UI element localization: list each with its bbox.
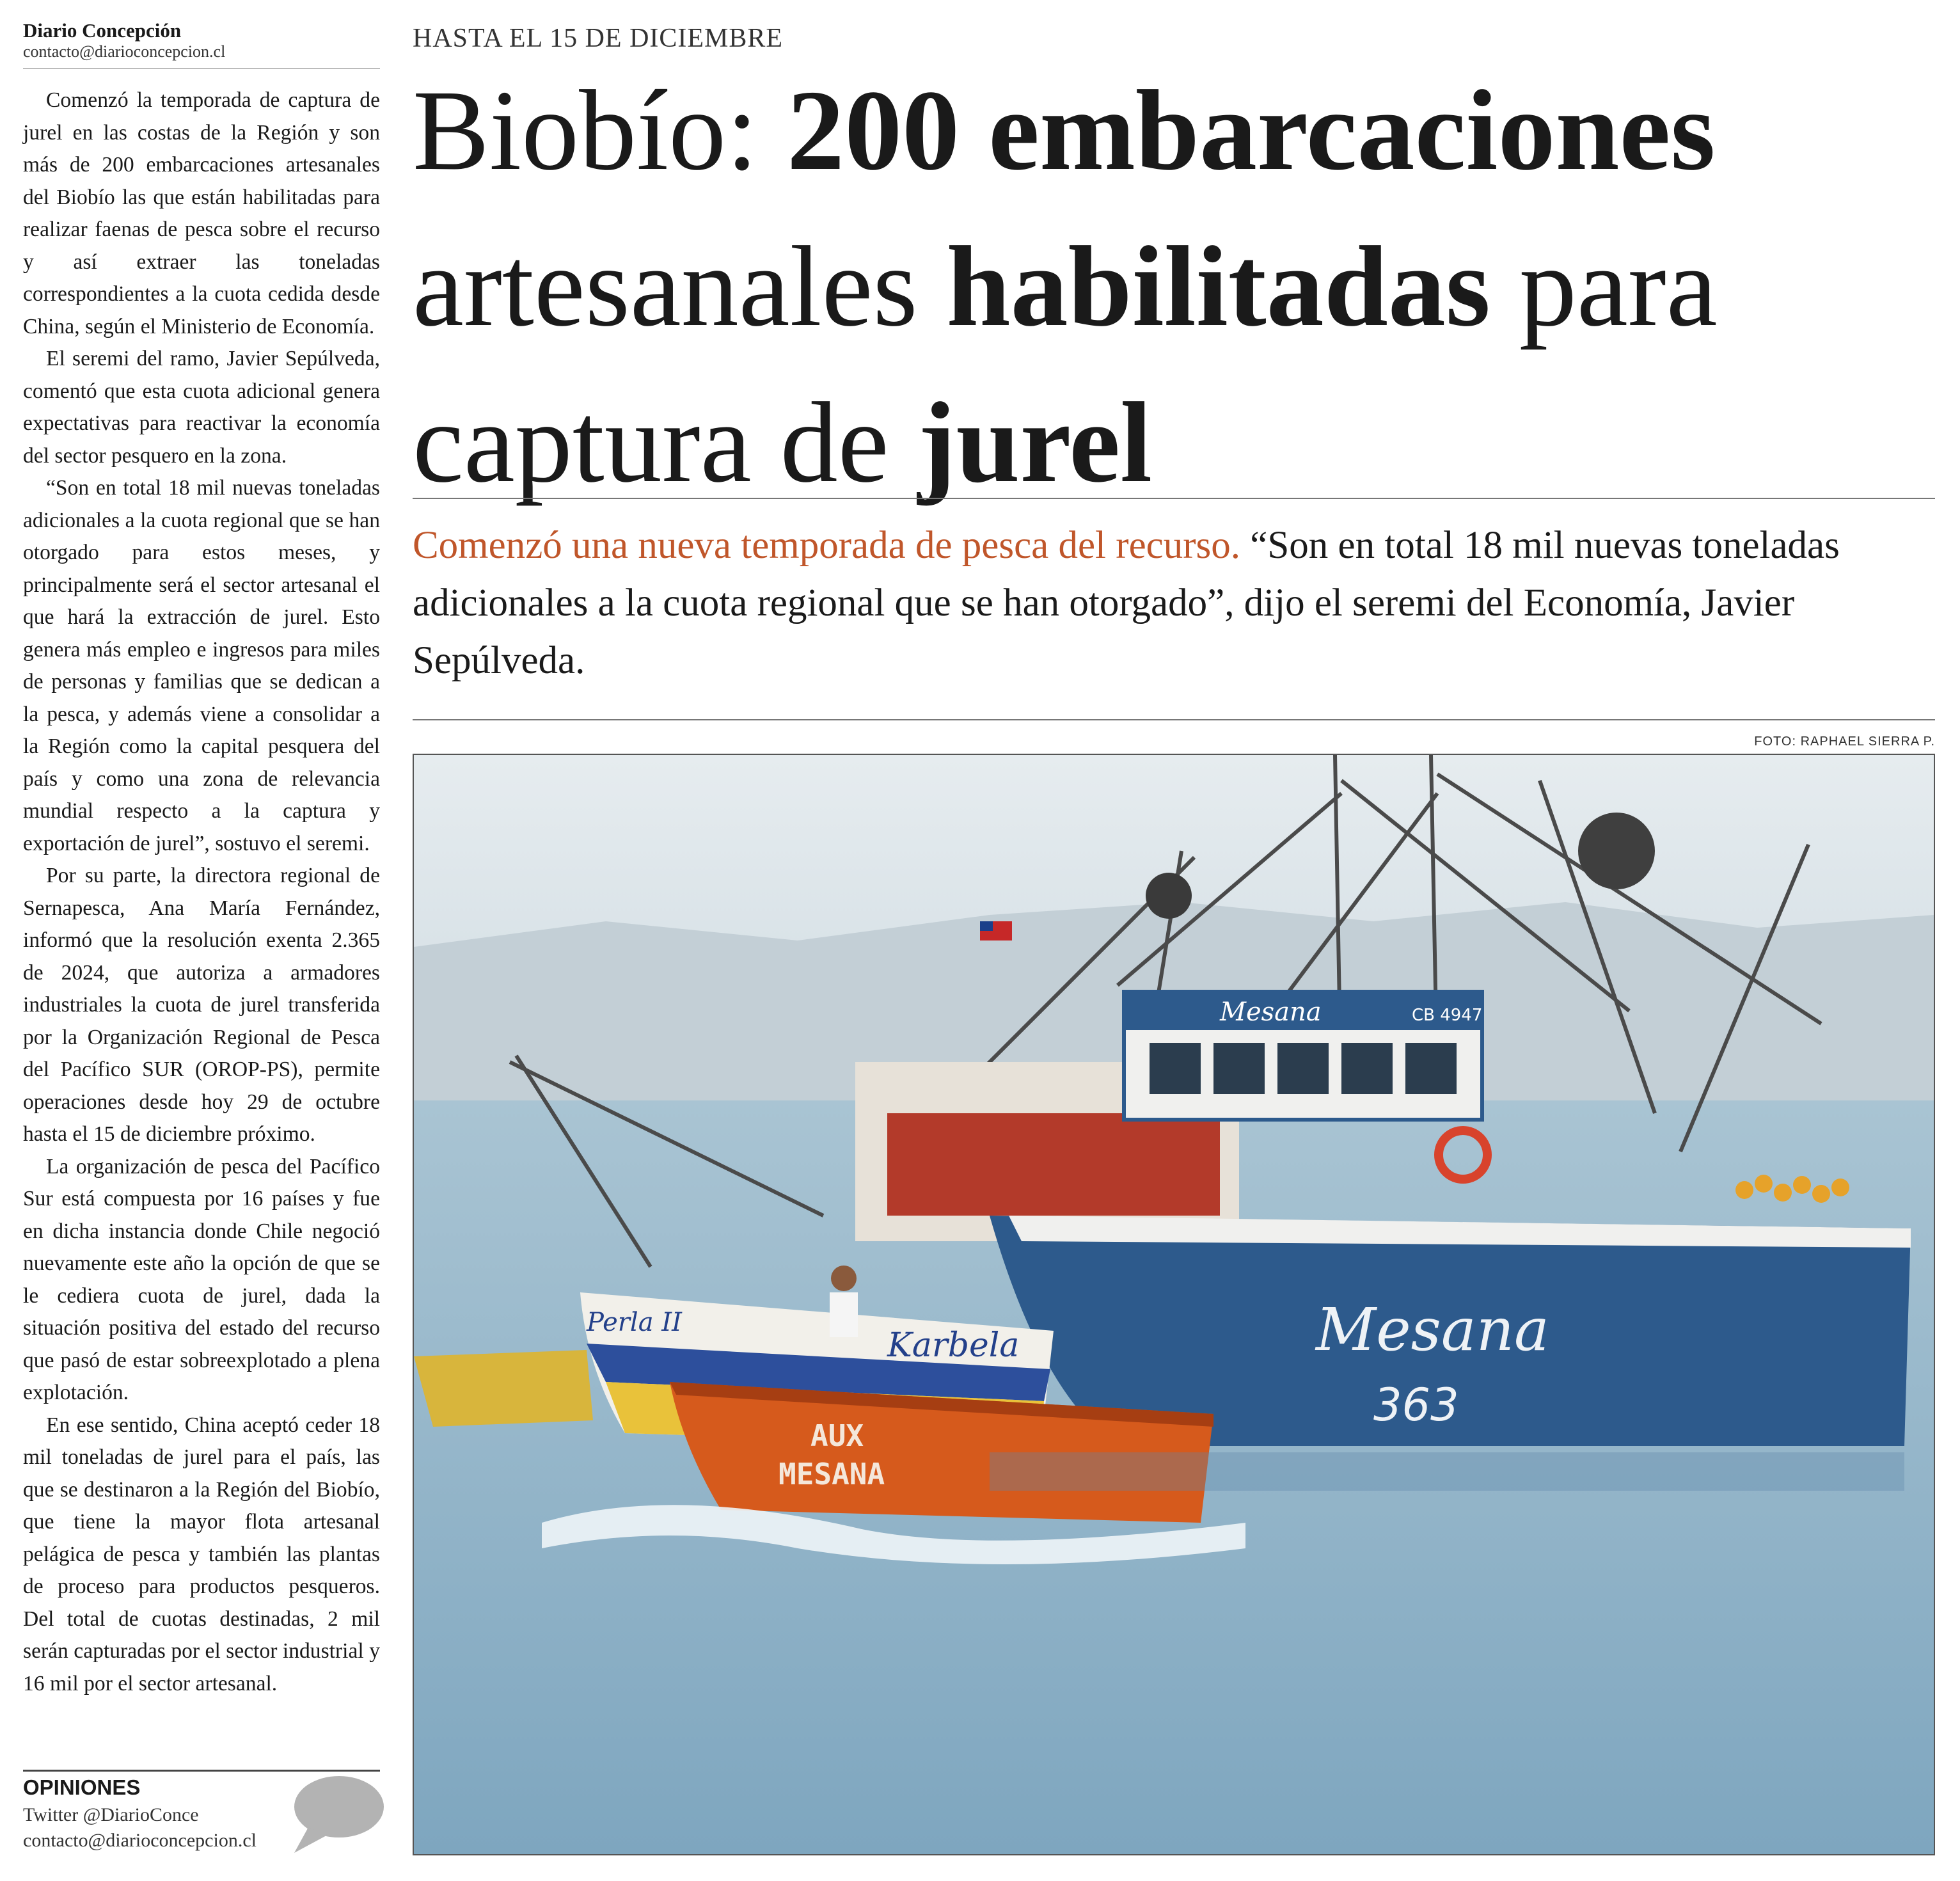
body-paragraph: El seremi del ramo, Javier Sepúlveda, comentó que esta cuota adicional genera expectativas para reactivar la economía del sector pesquero en la zona. xyxy=(23,347,380,468)
article-photo xyxy=(413,754,1935,1855)
body-paragraph: En ese sentido, China aceptó ceder 18 mil toneladas de jurel para el país, las que se destinaron a la Región del Biobío, que tiene la mayor flota artesanal pelágica de pesca y también las plantas de proceso para productos pesqueros. Del total de cuotas destinadas, 2 mil serán capturadas por el sector industrial y 16 mil por el sector artesanal. xyxy=(23,1413,380,1695)
fishing-boats-illustration xyxy=(414,755,1934,1854)
body-paragraph: La organización de pesca del Pacífico Sur está compuesta por 16 países y fue en dicha instancia donde Chile negoció nuevamente este año la opción de que se le cediera cuota de jurel, dada la situación positiva del estado del recurso que pasó de estar sobreexplotado a plena explotación. xyxy=(23,1154,380,1404)
summary-lead: Comenzó una nueva temporada de pesca del recurso. xyxy=(413,524,1241,567)
summary xyxy=(413,517,1935,690)
brand-divider xyxy=(23,68,380,69)
opiniones-email[interactable]: contacto@diarioconcepcion.cl xyxy=(23,1830,257,1851)
aux-line-2: MESANA xyxy=(778,1457,885,1491)
speech-bubble-icon xyxy=(289,1771,385,1857)
summary-quote: “Son en total 18 mil nuevas toneladas adicionales a la cuota regional que se han otorgado”, dijo el seremi del Economía, Javier Sepúlveda. xyxy=(413,524,1840,682)
opiniones-twitter[interactable]: Twitter @DiarioConce xyxy=(23,1804,199,1825)
article-body xyxy=(23,84,380,1700)
hull-name: Mesana xyxy=(1316,1296,1549,1364)
body-paragraph: Por su parte, la directora regional de Sernapesca, Ana María Fernández, informó que la resolución exenta 2.365 de 2024, que autoriza a armadores industriales la cuota de jurel transferida por la Organización Regional de Pesca del Pacífico SUR (OROP-PS), permite operaciones desde hoy 29 de octubre hasta el 15 de diciembre próximo. xyxy=(23,864,380,1146)
brand-name: Diario Concepción xyxy=(23,19,182,42)
headline xyxy=(413,67,1948,558)
headline-line-1: Biobío: 200 embarcaciones xyxy=(413,67,1716,194)
reg-number: CB 4947 xyxy=(1412,1006,1483,1025)
summary-divider xyxy=(413,719,1935,720)
hull-number: 363 xyxy=(1373,1379,1459,1431)
opiniones-title: OPINIONES xyxy=(23,1775,141,1799)
kicker: HASTA EL 15 DE DICIEMBRE xyxy=(413,24,784,53)
headline-line-2: artesanales habilitadas para xyxy=(413,223,1718,350)
brand-email[interactable]: contacto@diarioconcepcion.cl xyxy=(23,42,226,61)
cabin-name: Mesana xyxy=(1220,997,1322,1027)
body-paragraph: Comenzó la temporada de captura de jurel en las costas de la Región y son más de 200 embarcaciones artesanales del Biobío las que están habilitadas para realizar faenas de pesca sobre el recurso y así extraer las toneladas correspondientes a la cuota cedida desde China, según el Ministerio de Economía. xyxy=(23,88,380,338)
headline-divider xyxy=(413,498,1935,499)
left-column xyxy=(23,19,380,1700)
boat2-name: Karbela xyxy=(887,1326,1020,1365)
boat3-name: Perla II xyxy=(587,1308,682,1337)
body-paragraph: “Son en total 18 mil nuevas toneladas adicionales a la cuota regional que se han otorgado para estos meses, y principalmente será el sector artesanal el que hará la extracción de jurel. Esto genera más empleo e ingresos para miles de personas y familias que se dedican a la pesca, y además viene a consolidar a la Región como la capital pesquera del país y como una zona de relevancia mundial respecto a la captura y exportación de jurel”, sostuvo el seremi. xyxy=(23,476,380,855)
photo-credit: FOTO: RAPHAEL SIERRA P. xyxy=(1754,734,1935,749)
headline-line-3: captura de jurel xyxy=(413,379,1153,506)
aux-line-1: AUX xyxy=(810,1418,864,1453)
